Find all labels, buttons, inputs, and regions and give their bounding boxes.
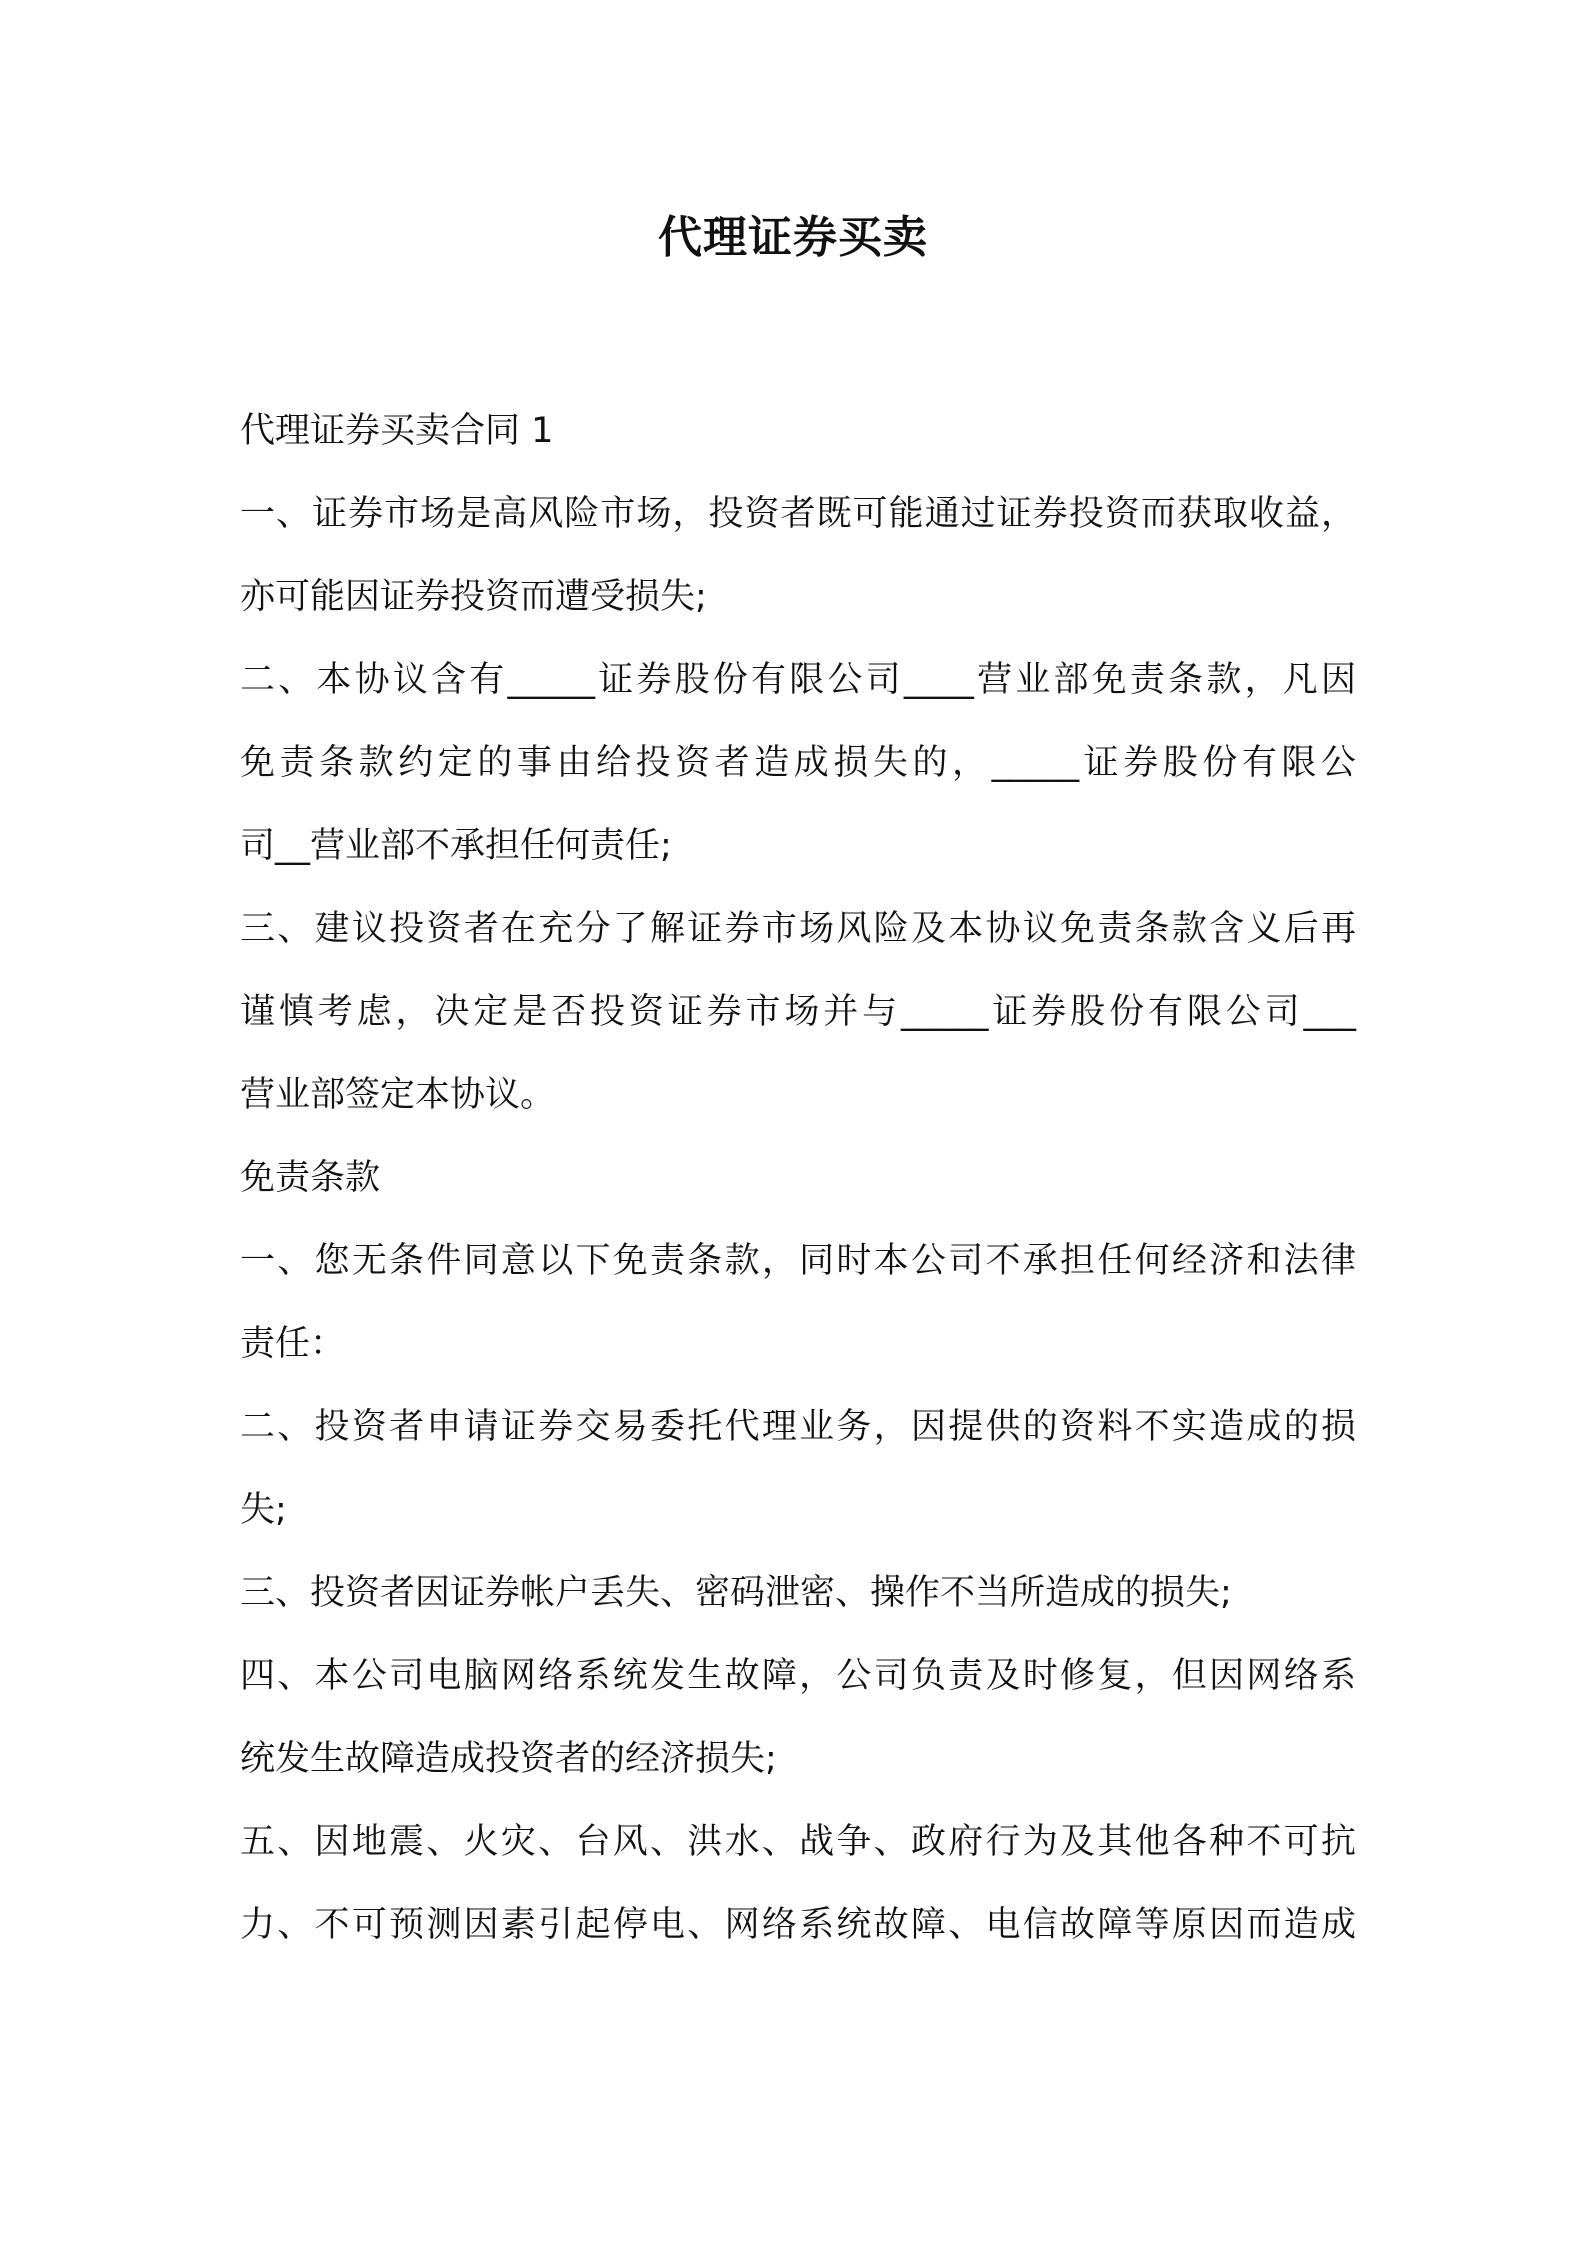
- paragraph-line: 免责条款约定的事由给投资者造成损失的，_____证券股份有限公: [240, 743, 1356, 783]
- paragraph-line: 三、投资者因证券帐户丢失、密码泄密、操作不当所造成的损失;: [240, 1573, 1232, 1613]
- paragraph-line: 力、不可预测因素引起停电、网络系统故障、电信故障等原因而造成: [240, 1905, 1356, 1945]
- paragraph-line: 五、因地震、火灾、台风、洪水、战争、政府行为及其他各种不可抗: [240, 1822, 1356, 1862]
- paragraph-line: 二、本协议含有_____证券股份有限公司____营业部免责条款，凡因: [240, 660, 1356, 700]
- paragraph-line: 谨慎考虑，决定是否投资证券市场并与_____证券股份有限公司___: [240, 992, 1356, 1032]
- document-body: [240, 411, 1356, 1988]
- paragraph-line: 一、证券市场是高风险市场，投资者既可能通过证券投资而获取收益，: [240, 494, 1356, 534]
- paragraph-line: 二、投资者申请证券交易委托代理业务，因提供的资料不实造成的损: [240, 1407, 1356, 1447]
- paragraph-line: 失;: [240, 1490, 287, 1530]
- paragraph-line: 责任：: [240, 1324, 346, 1364]
- paragraph-line: 统发生故障造成投资者的经济损失;: [240, 1739, 777, 1779]
- paragraph-line: 司__营业部不承担任何责任;: [240, 826, 672, 866]
- paragraph-line: 营业部签定本协议。: [240, 1075, 556, 1115]
- contract-heading: 代理证券买卖合同 1: [240, 411, 554, 451]
- paragraph-line: 一、您无条件同意以下免责条款，同时本公司不承担任何经济和法律: [240, 1241, 1356, 1281]
- section-heading: 免责条款: [240, 1158, 381, 1198]
- paragraph-line: 三、建议投资者在充分了解证券市场风险及本协议免责条款含义后再: [240, 909, 1356, 949]
- paragraph-line: 四、本公司电脑网络系统发生故障，公司负责及时修复，但因网络系: [240, 1656, 1356, 1696]
- paragraph-line: 亦可能因证券投资而遭受损失;: [240, 577, 707, 617]
- document-title: 代理证券买卖: [658, 212, 928, 263]
